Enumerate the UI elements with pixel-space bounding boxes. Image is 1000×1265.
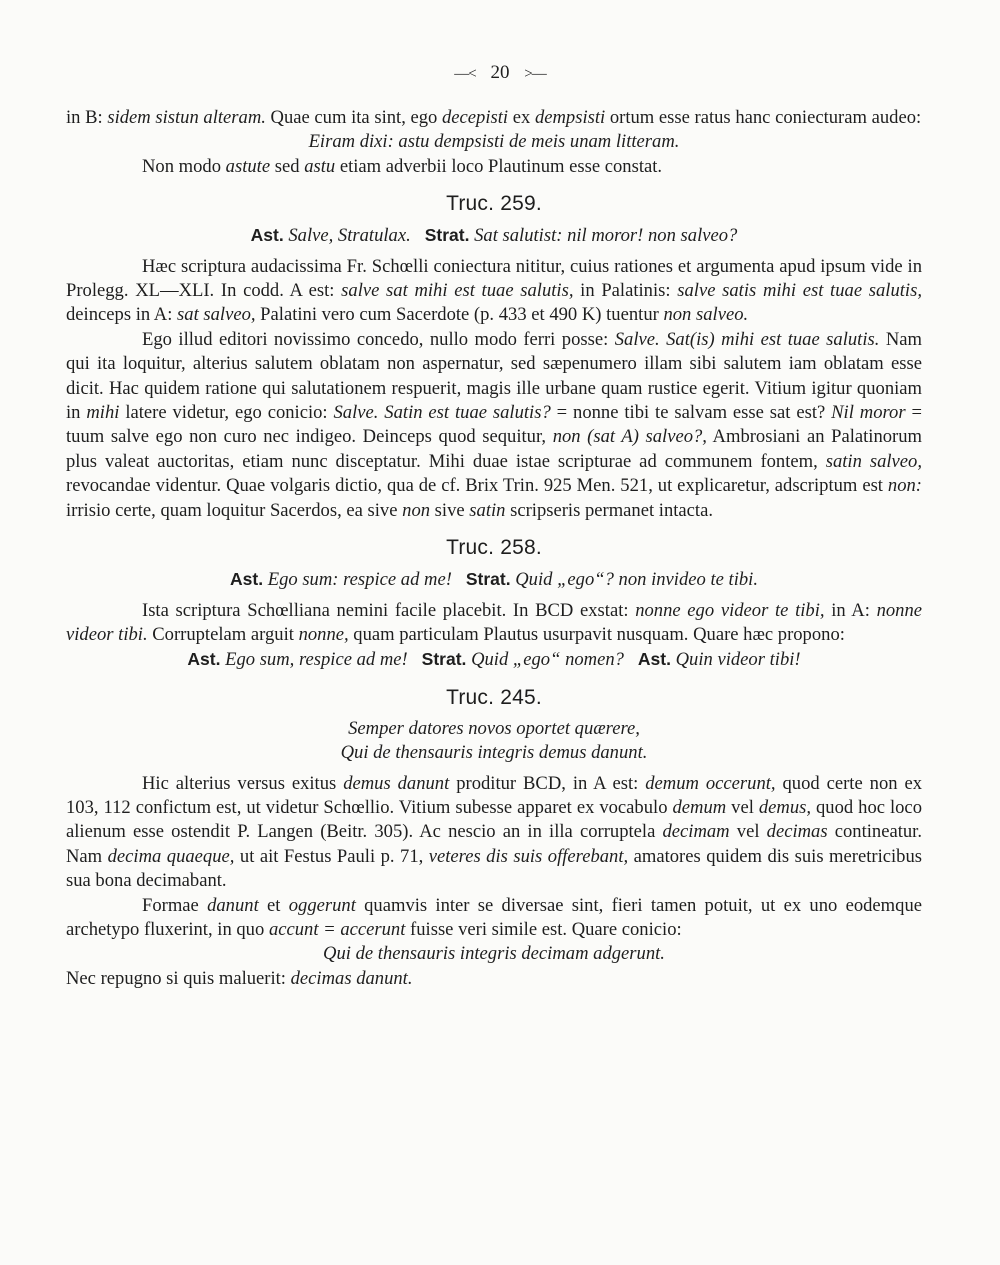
paragraph-4: Ego illud editori novissimo concedo, nullo modo ferri posse: Salve. Sat(is) mihi est tuae salutis. Nam qui ita loquitur, alterius salutem oblatam non aspernatur, sed sæpenumero illam sibi salutem iam oblatam esse dicit. Hac quidem ratione qui salutationem respuerit, magis ille urbane quam rustice egerit. Vitium igitur quoniam in mihi latere videtur, ego conicio: Salve. Satin est tuae salutis? = nonne tibi te salvam esse sat est? Nil moror = tuum salve ego non curo nec indigeo. Deinceps quod sequitur, non (sat A) salveo?, Ambrosiani an Palatinorum plus valeat auctoritas, etiam nunc disceptatur. Mihi duae istae scripturae ad communem fontem, satin salveo, revocandae videntur. Quae volgaris dictio, qua de cf. Brix Trin. 925 Men. 521, ut explicaretur, adscriptum est non: irrisio certe, quam loquitur Sacerdos, ea sive non sive satin scripseris permanet intacta. [66, 328, 923, 521]
verse-245-line-1: Semper datores novos oportet quærere, [348, 717, 640, 739]
verse-245-line-2: Qui de thensauris integris demus danunt. [340, 742, 648, 764]
ornament-left: —< [454, 66, 476, 82]
section-heading-truc-259: Truc. 259. [446, 192, 542, 216]
conjecture-line-1: Eiram dixi: astu dempsisti de meis unam litteram. [308, 131, 680, 153]
conjecture-line-2: Qui de thensauris integris decimam adgerunt. [323, 943, 665, 965]
verse-259: Ast. Salve, Stratulax. Strat. Sat salutist: nil moror! non salveo? [250, 225, 738, 247]
paragraph-8: Nec repugno si quis maluerit: decimas danunt. [66, 967, 413, 989]
section-heading-truc-245: Truc. 245. [446, 685, 542, 709]
paragraph-3: Hæc scriptura audacissima Fr. Schœlli coniectura nititur, cuius rationes et argumenta apud ipsum vide in Prolegg. XL—XLI. In codd. A est: salve sat mihi est tuae salutis, in Palatinis: salve satis mihi est tuae salutis, deinceps in A: sat salveo, Palatini vero cum Sacerdote (p. 433 et 490 K) tuentur non salveo. [66, 255, 922, 326]
paragraph-2: Non modo astute sed astu etiam adverbii loco Plautinum esse constat. [142, 155, 663, 177]
paragraph-6: Hic alterius versus exitus demus danunt proditur BCD, in A est: demum occerunt, quod certe non ex 103, 112 confictum est, ut videtur Schœllio. Vitium subesse apparet ex vocabulo demum vel demus, quod hoc loco alienum esse ostendit P. Langen (Beitr. 305). Ac nescio an in illa corruptela decimam vel decimas contineatur. Nam decima quaeque, ut ait Festus Pauli p. 71, veteres dis suis offerebant, amatores quidem dis suis meretricibus sua bona decimabant. [66, 772, 923, 892]
proposed-reading: Ast. Ego sum, respice ad me! Strat. Quid „ego“ nomen? Ast. Quin videor tibi! [187, 649, 801, 671]
section-heading-truc-258: Truc. 258. [446, 536, 542, 560]
page-header [0, 62, 1000, 84]
paragraph-7: Formae danunt et oggerunt quamvis inter se diversae sint, fieri tamen potuit, ut ex uno eodemque archetypo fluxerint, in quo accunt = accerunt fuisse veri simile est. Quare conicio: [66, 894, 922, 940]
verse-258: Ast. Ego sum: respice ad me! Strat. Quid „ego“? non invideo te tibi. [230, 569, 758, 591]
paragraph-5: Ista scriptura Schœlliana nemini facile placebit. In BCD exstat: nonne ego videor te tibi, in A: nonne videor tibi. Corruptelam arguit nonne, quam particulam Plautus usurpavit nusquam. Quare hæc propono: [66, 599, 923, 645]
page-number: 20 [490, 62, 510, 83]
paragraph-1: in B: sidem sistun alteram. Quae cum ita sint, ego decepisti ex dempsisti ortum esse ratus hanc coniecturam audeo: [66, 107, 922, 128]
ornament-right: >— [524, 66, 546, 82]
page-body [66, 106, 922, 991]
